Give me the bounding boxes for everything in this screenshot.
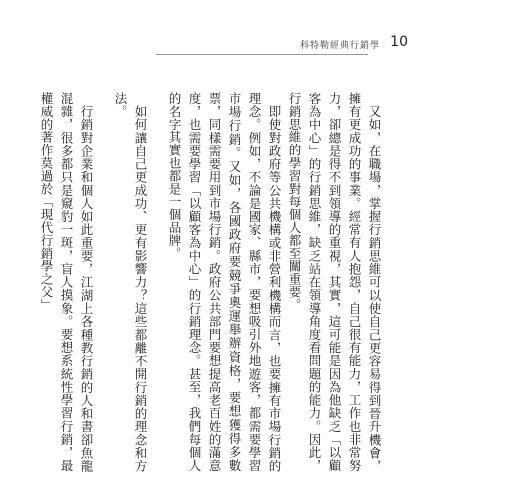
running-header <box>0 34 520 54</box>
paragraph-4: 行銷對企業和個人如此重要，江湖上各種教行銷的人和書卻魚龍混雜，很多都只是窺豹一斑，盲人摸象。要想系統性學習行銷，最權威的著作莫過於「現代行銷學之父」 <box>39 92 94 472</box>
paragraph-1: 又如，在職場，掌握行銷思維可以使自己更容易得到晉升機會，擁有更成功的事業。經常有人抱怨，自己很有能力，工作也非常努力，卻總是得不到領導的重視，其實，這可能是因為他缺乏「以顧客為中心」的行銷思維，缺乏站在領導角度看問題的能力。因此，行銷思維的學習對每個人都至關重要。 <box>287 92 382 472</box>
header-divider <box>156 54 368 55</box>
page-number: 10 <box>390 34 408 50</box>
paragraph-3: 如何讓自己更成功、更有影響力？這些都離不開行銷的理念和方法。 <box>113 92 148 472</box>
body-text <box>22 92 384 472</box>
paragraph-2: 即使對政府等公共機構或非營利機構而言，也要擁有市場行銷的理念。例如，不論是國家、縣市，要想吸引外地遊客，都需要學習市場行銷。又如，各國政府要競爭奧運舉辦資格，要想獲得多數票，同樣需要用到市場行銷。政府公共部門要想提高老百姓的滿意度，也需要學習「以顧客為中心」的行銷理念。甚至，我們每個人的名字其實也都是一個品牌。 <box>167 92 282 472</box>
book-title: 科特勒經典行銷學 <box>299 41 380 51</box>
